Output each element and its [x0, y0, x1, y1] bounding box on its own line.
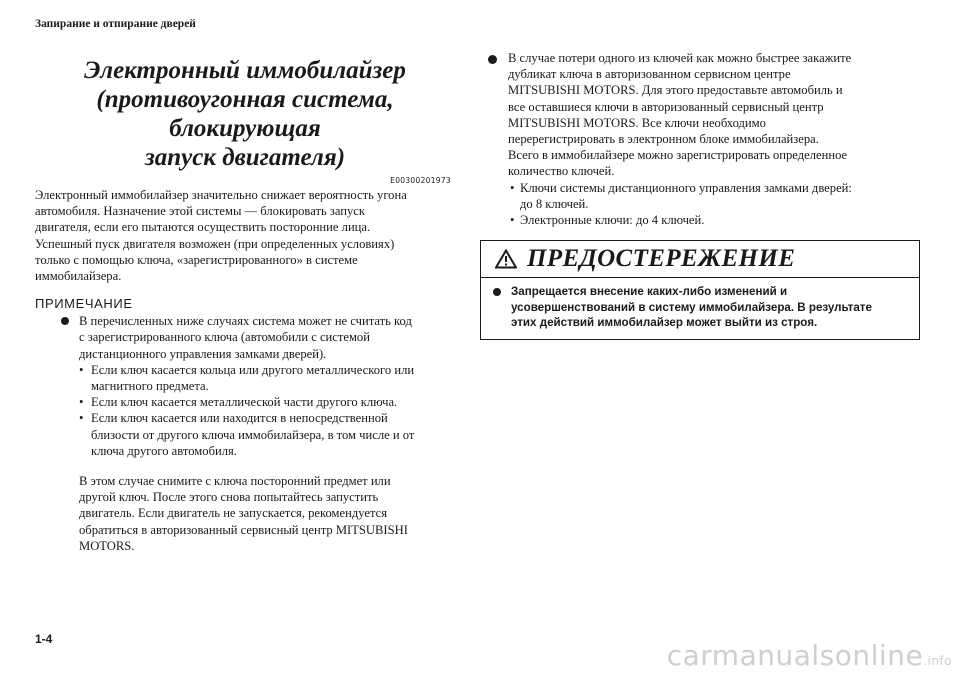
note-sub-line: Если ключ касается кольца или другого металлического или: [91, 362, 415, 377]
right-bullet-line: перерегистрировать в электронном блоке иммобилайзера.: [508, 132, 819, 147]
bullet-dot-icon: [61, 317, 69, 325]
title-line: запуск двигателя): [144, 144, 346, 171]
note-bullet-line: дистанционного управления замками дверей).: [79, 346, 327, 361]
section-header: Запирание и отпирание дверей: [35, 18, 196, 30]
sub-bullet-mark: •: [79, 395, 84, 410]
right-bullet-line: В случае потери одного из ключей как можно быстрее закажите: [508, 51, 852, 65]
note-after-line: MOTORS.: [79, 538, 135, 553]
note-sub-line: Если ключ касается или находится в непосредственной: [91, 411, 388, 426]
warning-line: усовершенствований в систему иммобилайзера. В результате: [511, 300, 872, 314]
intro-line: иммобилайзера.: [35, 269, 122, 284]
note-sub-line: магнитного предмета.: [91, 379, 209, 394]
note-bullet-line: В перечисленных ниже случаях система может не считать код: [79, 314, 412, 329]
key-count-line: Ключи системы дистанционного управления замками дверей:: [520, 180, 852, 195]
note-after-line: обратиться в авторизованный сервисный центр MITSUBISHI: [79, 522, 408, 537]
right-column: [480, 50, 920, 228]
left-column: [35, 50, 455, 554]
note-sub-item: [35, 362, 455, 394]
title-line: Электронный иммобилайзер: [84, 57, 406, 84]
intro-line: автомобиля. Назначение этой системы — блокировать запуск: [35, 204, 366, 219]
sub-bullet-mark: •: [510, 180, 515, 195]
title-line: (противоугонная система, блокирующая: [96, 86, 394, 142]
sub-bullet-mark: •: [510, 213, 515, 228]
watermark-suffix: .info: [923, 654, 952, 668]
intro-line: двигателя, если его пытаются осуществить посторонние лица.: [35, 220, 371, 235]
sub-bullet-mark: •: [79, 362, 84, 377]
note-sub-item: [35, 410, 455, 459]
watermark-main: carmanualsonline: [666, 639, 924, 672]
intro-line: Электронный иммобилайзер значительно снижает вероятность угона: [35, 188, 407, 202]
watermark: [667, 639, 952, 672]
warning-header: [481, 241, 919, 278]
right-bullet-line: Всего в иммобилайзере можно зарегистрировать определенное: [508, 148, 848, 163]
warning-line: этих действий иммобилайзер может выйти из строя.: [511, 316, 818, 330]
warning-box: [480, 240, 920, 340]
right-bullet-line: все оставшиеся ключи в авторизованный сервисный центр: [508, 99, 824, 114]
note-bullet: [35, 313, 455, 362]
key-count-item: [480, 180, 920, 212]
note-after-paragraph: [35, 473, 455, 554]
bullet-dot-icon: [493, 288, 501, 296]
note-sub-line: ключа другого автомобиля.: [91, 443, 237, 458]
note-bullet-line: с зарегистрированного ключа (автомобили с системой: [79, 330, 370, 345]
key-count-line: Электронные ключи: до 4 ключей.: [520, 213, 705, 228]
warning-line: Запрещается внесение каких-либо изменений и: [511, 285, 788, 298]
intro-line: Успешный пуск двигателя возможен (при определенных условиях): [35, 236, 395, 251]
note-heading: ПРИМЕЧАНИЕ: [35, 296, 133, 312]
warning-title: ПРЕДОСТЕРЕЖЕНИЕ: [527, 245, 796, 272]
right-bullet-line: MITSUBISHI MOTORS. Все ключи необходимо: [508, 115, 766, 130]
bullet-dot-icon: [488, 55, 497, 64]
page-number: 1-4: [35, 632, 53, 646]
note-sub-item: [35, 394, 455, 410]
note-after-line: другой ключ. После этого снова попытайтесь запустить: [79, 490, 379, 505]
intro-paragraph: [35, 187, 455, 284]
note-sub-line: близости от другого ключа иммобилайзера, в том числе и от: [91, 427, 415, 442]
page-title: [35, 56, 455, 172]
note-after-line: двигатель. Если двигатель не запускается, рекомендуется: [79, 506, 388, 521]
right-bullet-line: дубликат ключа в авторизованном сервисном центре: [508, 67, 791, 82]
right-bullet-line: количество ключей.: [508, 164, 615, 179]
note-after-line: В этом случае снимите с ключа посторонний предмет или: [79, 474, 391, 489]
section-code: E00300201973: [390, 176, 451, 185]
key-count-line: до 8 ключей.: [520, 196, 589, 211]
note-sub-line: Если ключ касается металлической части другого ключа.: [91, 395, 398, 410]
key-count-item: [480, 212, 920, 228]
sub-bullet-mark: •: [79, 411, 84, 426]
warning-triangle-icon: [495, 249, 517, 269]
intro-line: только с помощью ключа, «зарегистрированного» в системе: [35, 252, 358, 267]
warning-text: [481, 278, 919, 331]
key-loss-bullet: [480, 50, 920, 180]
right-bullet-line: MITSUBISHI MOTORS. Для этого предоставьте автомобиль и: [508, 83, 843, 98]
